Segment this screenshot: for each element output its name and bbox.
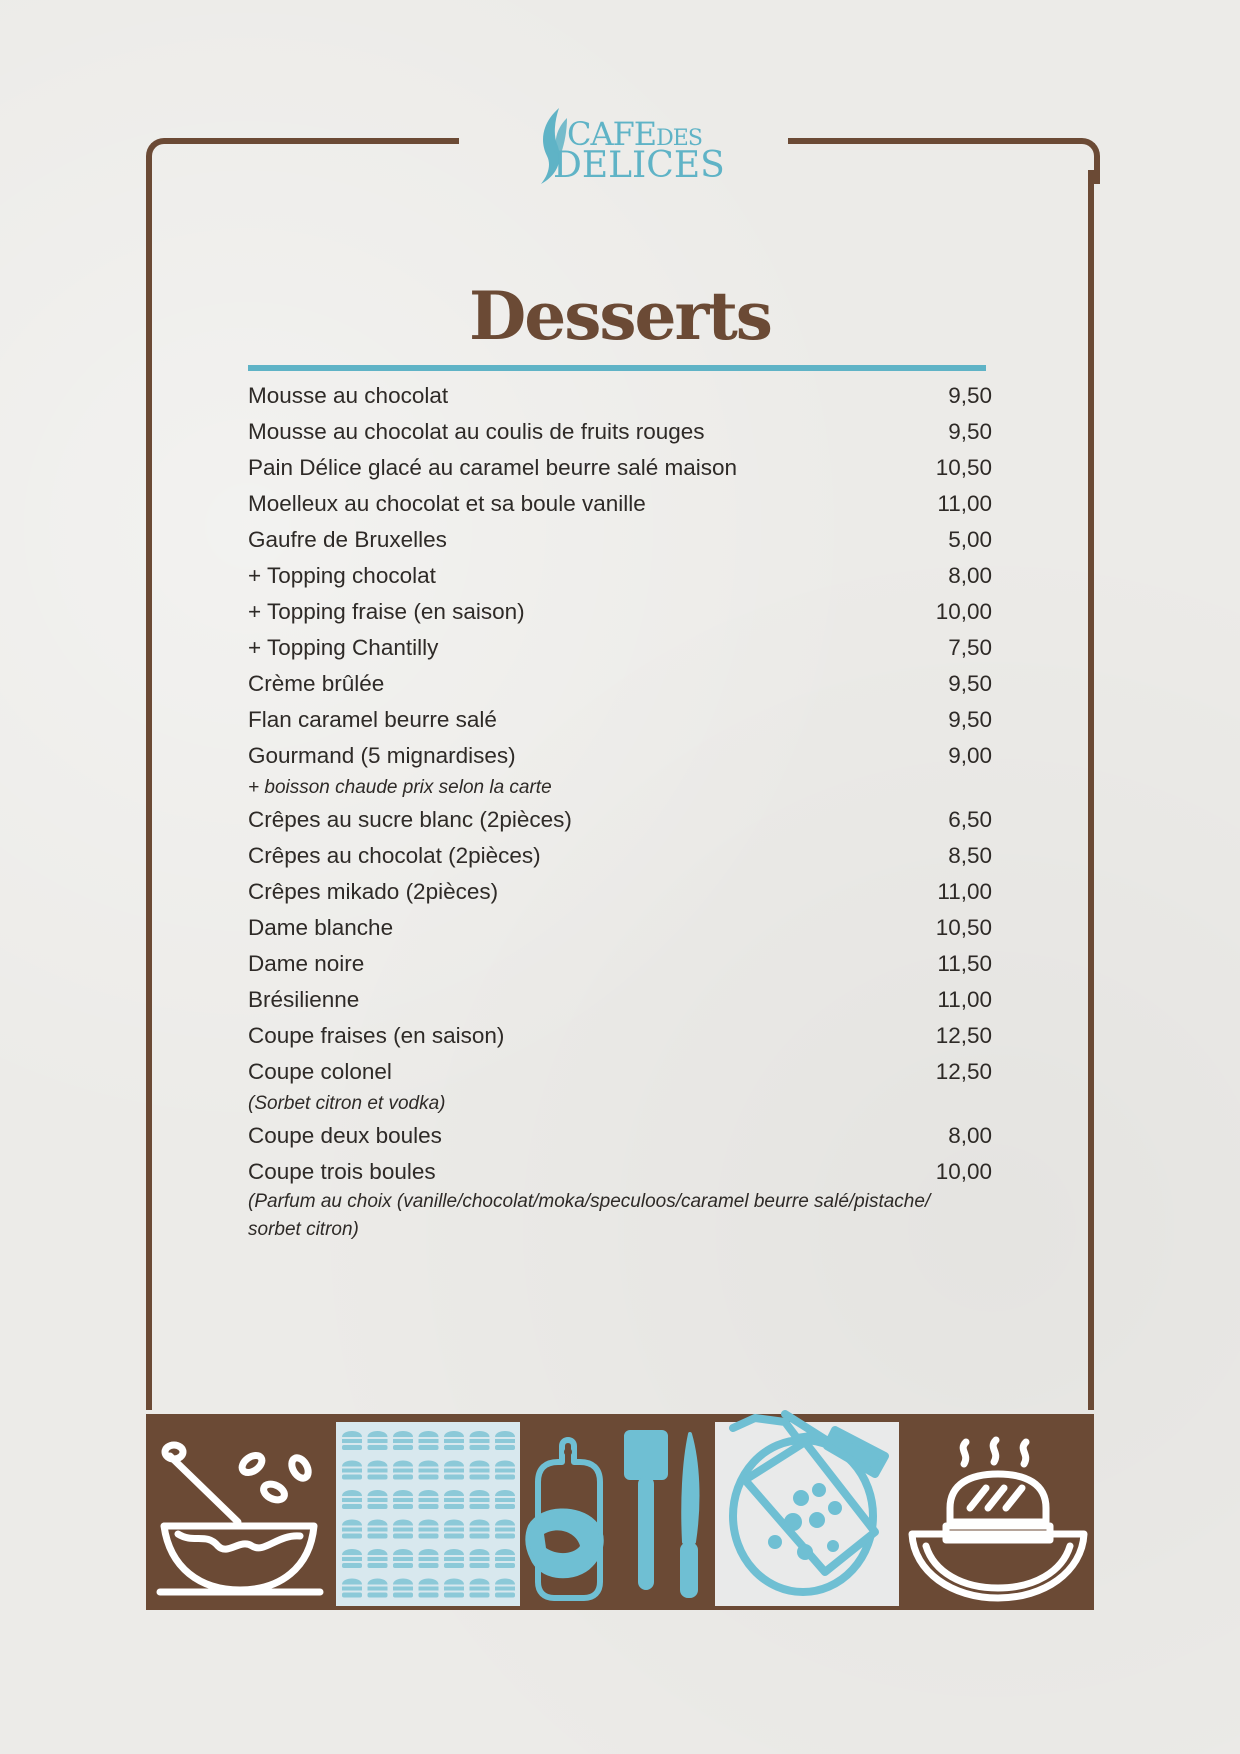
menu-item-price: 9,50: [948, 671, 992, 696]
menu-item-name: Dame noire: [248, 951, 365, 976]
menu-item: [248, 702, 992, 738]
menu-item: [248, 1118, 992, 1154]
frame-left-edge: [146, 170, 152, 1410]
menu-item: [248, 486, 992, 522]
burger-pattern-item: [368, 1520, 388, 1539]
menu-item-name: Coupe fraises (en saison): [248, 1023, 505, 1048]
burger-pattern-item: [419, 1490, 439, 1509]
menu-item: [248, 666, 992, 702]
burger-pattern-item: [470, 1520, 490, 1539]
menu-item-name: Mousse au chocolat au coulis de fruits rouges: [248, 419, 705, 444]
burger-pattern-item: [342, 1579, 362, 1598]
burger-pattern-item: [419, 1431, 439, 1450]
pancake-stack-icon: [906, 1422, 1090, 1606]
frame-top-left: [146, 138, 459, 184]
menu-item: [248, 1018, 992, 1054]
menu-item-name: Crêpes au chocolat (2pièces): [248, 843, 541, 868]
page-title: Desserts: [469, 277, 771, 355]
menu-item-price: 9,00: [948, 743, 992, 768]
menu-item-price: 9,50: [948, 383, 992, 408]
menu-item: [248, 630, 992, 666]
burger-pattern-item: [495, 1549, 515, 1568]
burger-pattern-icon: [336, 1422, 520, 1606]
menu-item-price: 8,00: [948, 1123, 992, 1148]
burger-pattern-item: [342, 1461, 362, 1480]
burger-pattern-item: [470, 1549, 490, 1568]
menu-item: [248, 522, 992, 558]
menu-item-note: (Parfum au choix (vanille/chocolat/moka/speculoos/caramel beurre salé/pistache/ sorbet citron): [248, 1191, 931, 1240]
menu-item: [248, 910, 992, 946]
menu-item: [248, 738, 992, 774]
burger-pattern-item: [470, 1431, 490, 1450]
burger-pattern-item: [444, 1520, 464, 1539]
frame-top-right: [788, 138, 1100, 184]
menu-item: [248, 558, 992, 594]
burger-pattern-item: [368, 1461, 388, 1480]
menu-item-price: 9,50: [948, 419, 992, 444]
menu-item-name: Brésilienne: [248, 987, 360, 1012]
burger-pattern-item: [393, 1461, 413, 1480]
burger-pattern-item: [444, 1490, 464, 1509]
burger-pattern-item: [393, 1431, 413, 1450]
burger-pattern-item: [444, 1431, 464, 1450]
menu-item-name: Moelleux au chocolat et sa boule vanille: [248, 491, 646, 516]
menu-item-price: 11,00: [937, 987, 992, 1012]
menu-item: [248, 982, 992, 1018]
mixing-bowl-icon: [154, 1422, 330, 1606]
menu-item-name: Gourmand (5 mignardises): [248, 743, 516, 768]
menu-item-price: 9,50: [948, 707, 992, 732]
menu-item-price: 8,50: [948, 843, 992, 868]
menu-item-name: Coupe trois boules: [248, 1159, 436, 1184]
menu-item-price: 6,50: [948, 807, 992, 832]
menu-item-name: Dame blanche: [248, 915, 394, 940]
burger-pattern-item: [393, 1520, 413, 1539]
burger-pattern-item: [393, 1490, 413, 1509]
menu-item-price: 11,50: [937, 951, 992, 976]
title-underline: [248, 365, 986, 371]
burger-pattern-item: [419, 1520, 439, 1539]
menu-item: [248, 1054, 992, 1090]
burger-pattern-item: [444, 1549, 464, 1568]
menu-item-price: 12,50: [935, 1023, 992, 1048]
burger-pattern-item: [342, 1431, 362, 1450]
menu-item-price: 11,00: [937, 491, 992, 516]
burger-pattern-item: [368, 1579, 388, 1598]
burger-pattern-item: [444, 1579, 464, 1598]
burger-pattern-item: [495, 1520, 515, 1539]
menu-item-name: Pain Délice glacé au caramel beurre salé maison: [248, 455, 738, 480]
menu-item-price: 10,00: [935, 599, 992, 624]
menu-item-name: Mousse au chocolat: [248, 383, 449, 408]
menu-item-name: Flan caramel beurre salé: [248, 707, 497, 732]
burger-pattern-item: [342, 1520, 362, 1539]
logo-text-bottom: DELICES: [553, 145, 725, 186]
menu-item: [248, 874, 992, 910]
menu-item-name: Coupe colonel: [248, 1059, 392, 1084]
menu-item-price: 5,00: [948, 527, 992, 552]
cafe-logo: [533, 100, 725, 188]
menu-item-name: Gaufre de Bruxelles: [248, 527, 447, 552]
burger-pattern-item: [495, 1431, 515, 1450]
burger-pattern-item: [470, 1461, 490, 1480]
menu-item-name: + Topping fraise (en saison): [248, 599, 525, 624]
menu-item-note: (Sorbet citron et vodka): [248, 1093, 446, 1114]
cooking-pot-icon: [715, 1402, 899, 1612]
menu-item-price: 10,00: [935, 1159, 992, 1184]
menu-item-name: Crêpes mikado (2pièces): [248, 879, 499, 904]
burger-pattern-item: [368, 1490, 388, 1509]
burger-pattern-item: [368, 1431, 388, 1450]
menu-item-note: + boisson chaude prix selon la carte: [248, 777, 552, 798]
dessert-menu-list: [248, 378, 992, 1244]
burger-pattern-item: [419, 1579, 439, 1598]
menu-item-price: 7,50: [948, 635, 992, 660]
menu-item-name: + Topping chocolat: [248, 563, 436, 588]
burger-pattern-item: [342, 1549, 362, 1568]
menu-item-name: + Topping Chantilly: [248, 635, 439, 660]
burger-pattern-item: [495, 1461, 515, 1480]
menu-item: [248, 946, 992, 982]
menu-item: [248, 838, 992, 874]
menu-item-price: 11,00: [937, 879, 992, 904]
menu-item-name: Crêpes au sucre blanc (2pièces): [248, 807, 572, 832]
menu-item-price: 8,00: [948, 563, 992, 588]
menu-item: [248, 1154, 992, 1190]
menu-item: [248, 594, 992, 630]
burger-pattern-item: [495, 1579, 515, 1598]
menu-item: [248, 414, 992, 450]
menu-item-price: 10,50: [935, 455, 992, 480]
burger-pattern-item: [419, 1461, 439, 1480]
menu-item-name: Crème brûlée: [248, 671, 385, 696]
burger-pattern-item: [393, 1579, 413, 1598]
burger-pattern-item: [495, 1490, 515, 1509]
menu-item-price: 12,50: [935, 1059, 992, 1084]
burger-pattern-item: [444, 1461, 464, 1480]
burger-pattern-item: [470, 1579, 490, 1598]
burger-pattern-item: [368, 1549, 388, 1568]
menu-item-name: Coupe deux boules: [248, 1123, 442, 1148]
menu-item: [248, 378, 992, 414]
menu-item: [248, 450, 992, 486]
menu-item-price: 10,50: [935, 915, 992, 940]
burger-pattern-item: [419, 1549, 439, 1568]
logo-text-top: CAFEDES: [567, 115, 702, 153]
butcher-tools-icon: [524, 1422, 710, 1606]
burger-pattern-item: [470, 1490, 490, 1509]
frame-right-edge: [1088, 170, 1094, 1410]
menu-item: [248, 802, 992, 838]
burger-pattern-item: [393, 1549, 413, 1568]
burger-pattern-item: [342, 1490, 362, 1509]
